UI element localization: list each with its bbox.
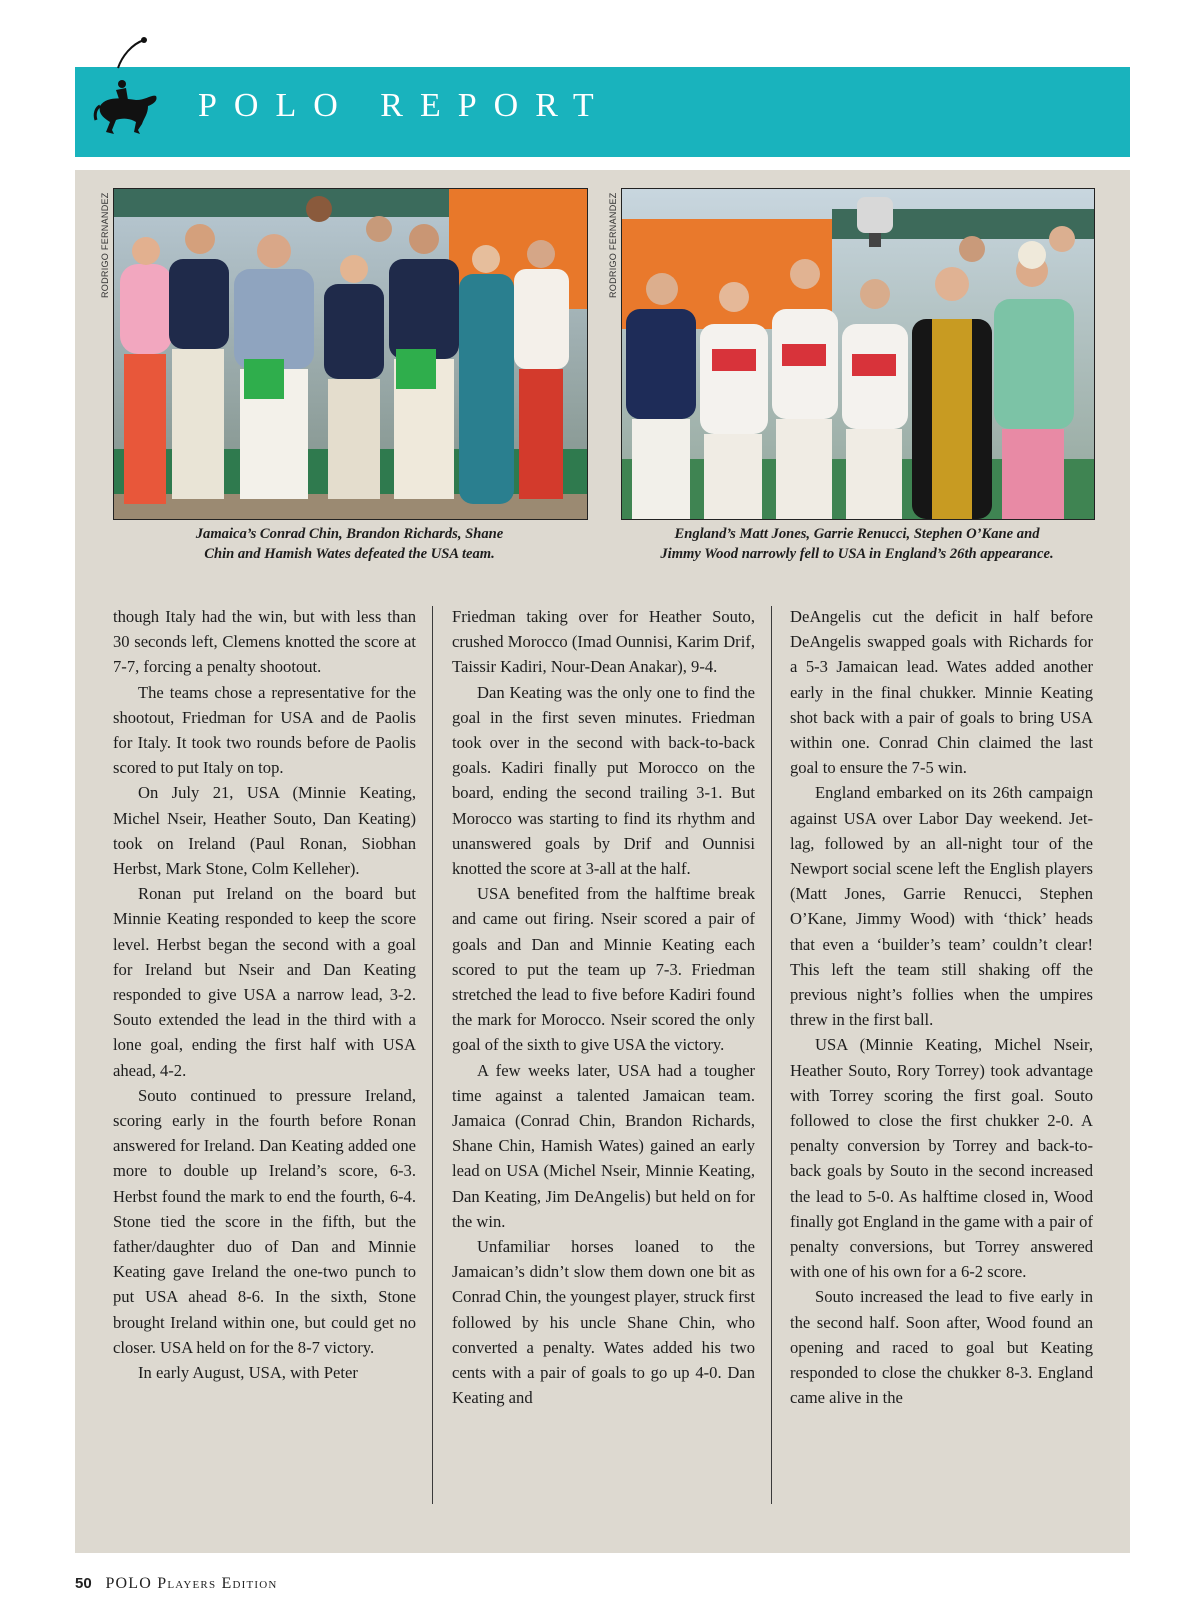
photo-caption-england bbox=[621, 524, 1093, 564]
section-title: POLO REPORT bbox=[198, 87, 611, 124]
header-band bbox=[75, 67, 1130, 157]
photo-jamaica-team-image bbox=[114, 189, 587, 519]
photo-england-team bbox=[621, 188, 1095, 520]
photo-jamaica-team bbox=[113, 188, 588, 520]
article-paragraph: USA benefited from the halftime break and came out firing. Nseir scored a pair of goals and Dan and Minnie Keating each scored to put the team up 7-3. Friedman stretched the lead to five before Kadiri found the mark for Morocco. Nseir scored the only goal of the sixth to give USA the victory. bbox=[452, 884, 755, 1055]
column-divider bbox=[771, 606, 772, 1504]
caption-line: Jamaica’s Conrad Chin, Brandon Richards, Shane bbox=[195, 526, 504, 542]
article-paragraph: In early August, USA, with Peter bbox=[138, 1363, 358, 1383]
polo-player-on-horse-icon bbox=[92, 34, 162, 140]
article-paragraph: Unfamiliar horses loaned to the Jamaican’s didn’t slow them down one bit as Conrad Chin, the youngest player, struck first followed by his uncle Shane Chin, who converted a penalty. Wates added his two cents with a pair of goals to go up 4-0. Dan Keating and bbox=[452, 1237, 755, 1408]
article-column-3 bbox=[790, 604, 1093, 1504]
caption-line: Jimmy Wood narrowly fell to USA in England’s 26th appearance. bbox=[660, 546, 1054, 562]
article-paragraph: Ronan put Ireland on the board but Minnie Keating responded to keep the score level. Herbst began the second with a goal for Ireland but Nseir and Dan Keating responded to give USA a narrow lead, 3-2. Souto extended the lead in the third with a lone goal, ending the first half with USA ahead, 4-2. bbox=[113, 884, 416, 1080]
article-paragraph: Souto increased the lead to five early in the second half. Soon after, Wood found an opening and raced to goal but Keating responded to close the chukker 8-3. England came alive in the bbox=[790, 1287, 1093, 1408]
publication-name: POLO Players Edition bbox=[105, 1575, 278, 1592]
article-column-2 bbox=[452, 604, 755, 1504]
page-footer bbox=[75, 1575, 278, 1593]
photo-credit: RODRIGO FERNANDEZ bbox=[100, 192, 110, 298]
article-paragraph: Dan Keating was the only one to find the goal in the first seven minutes. Friedman took over in the second with back-to-back goals. Kadiri finally put Morocco on the board, ending the second trailing 3-1. But Morocco was starting to find its rhythm and unanswered goals by Drif and Ounnisi knotted the score at 3-all at the half. bbox=[452, 682, 755, 879]
article-paragraph: A few weeks later, USA had a tougher time against a talented Jamaican team. Jamaica (Conrad Chin, Brandon Richards, Shane Chin, Hamish Wates) gained an early lead on USA (Michel Nseir, Minnie Keating, Dan Keating, Jim DeAngelis) but held on for the win. bbox=[452, 1060, 755, 1231]
caption-line: England’s Matt Jones, Garrie Renucci, Stephen O’Kane and bbox=[674, 526, 1040, 542]
article-paragraph: Souto continued to pressure Ireland, scoring early in the fourth before Ronan answered for Ireland. Dan Keating added one more to double up Ireland’s score, 6-3. Herbst found the mark to end the fourth, 6-4. Stone tied the score in the fifth, but the father/daughter duo of Dan and Minnie Keating gave Ireland the one-two punch to put USA ahead 8-6. In the sixth, Stone brought Ireland within one, but could get no closer. USA held on for the 8-7 victory. bbox=[113, 1085, 416, 1357]
article-paragraph: DeAngelis cut the deficit in half before DeAngelis swapped goals with Richards for a 5-3 Jamaican lead. Wates added another early in the final chukker. Minnie Keating shot back with a pair of goals to bring USA within one. Conrad Chin claimed the last goal to ensure the 7-5 win. bbox=[790, 607, 1093, 778]
caption-line: Chin and Hamish Wates defeated the USA team. bbox=[204, 546, 495, 562]
page-number: 50 bbox=[75, 1575, 92, 1592]
article-paragraph: USA (Minnie Keating, Michel Nseir, Heather Souto, Rory Torrey) took advantage with Torrey scoring the first goal. Souto followed to close the first chukker 2-0. A penalty conversion by Torrey and back-to-back goals by Souto in the second increased the lead to 5-0. As halftime closed in, Wood finally got England in the game with a pair of penalty conversions, but Torrey answered with one of his own for a 6-2 score. bbox=[790, 1035, 1093, 1282]
article-paragraph: though Italy had the win, but with less than 30 seconds left, Clemens knotted the score at 7-7, forcing a penalty shootout. bbox=[113, 607, 416, 677]
photo-caption-jamaica bbox=[113, 524, 586, 564]
article-paragraph: The teams chose a representative for the shootout, Friedman for USA and de Paolis for Italy. It took two rounds before de Paolis scored to put Italy on top. bbox=[113, 682, 416, 778]
article-paragraph: Friedman taking over for Heather Souto, crushed Morocco (Imad Ounnisi, Karim Drif, Taissir Kadiri, Nour-Dean Anakar), 9-4. bbox=[452, 607, 755, 677]
photo-england-team-image bbox=[622, 189, 1094, 519]
photo-credit: RODRIGO FERNANDEZ bbox=[608, 192, 618, 298]
article-paragraph: On July 21, USA (Minnie Keating, Michel Nseir, Heather Souto, Dan Keating) took on Ireland (Paul Ronan, Siobhan Herbst, Mark Stone, Colm Kelleher). bbox=[113, 783, 416, 879]
column-divider bbox=[432, 606, 433, 1504]
article-paragraph: England embarked on its 26th campaign against USA over Labor Day weekend. Jet-lag, followed by an all-night tour of the Newport social scene left the English players (Matt Jones, Garrie Renucci, Stephen O’Kane, Jimmy Wood) with ‘thick’ heads that even a ‘builder’s team’ couldn’t clear! This left the team still shaking off the previous night’s follies when the umpires threw in the first ball. bbox=[790, 783, 1093, 1030]
article-column-1 bbox=[113, 604, 416, 1504]
